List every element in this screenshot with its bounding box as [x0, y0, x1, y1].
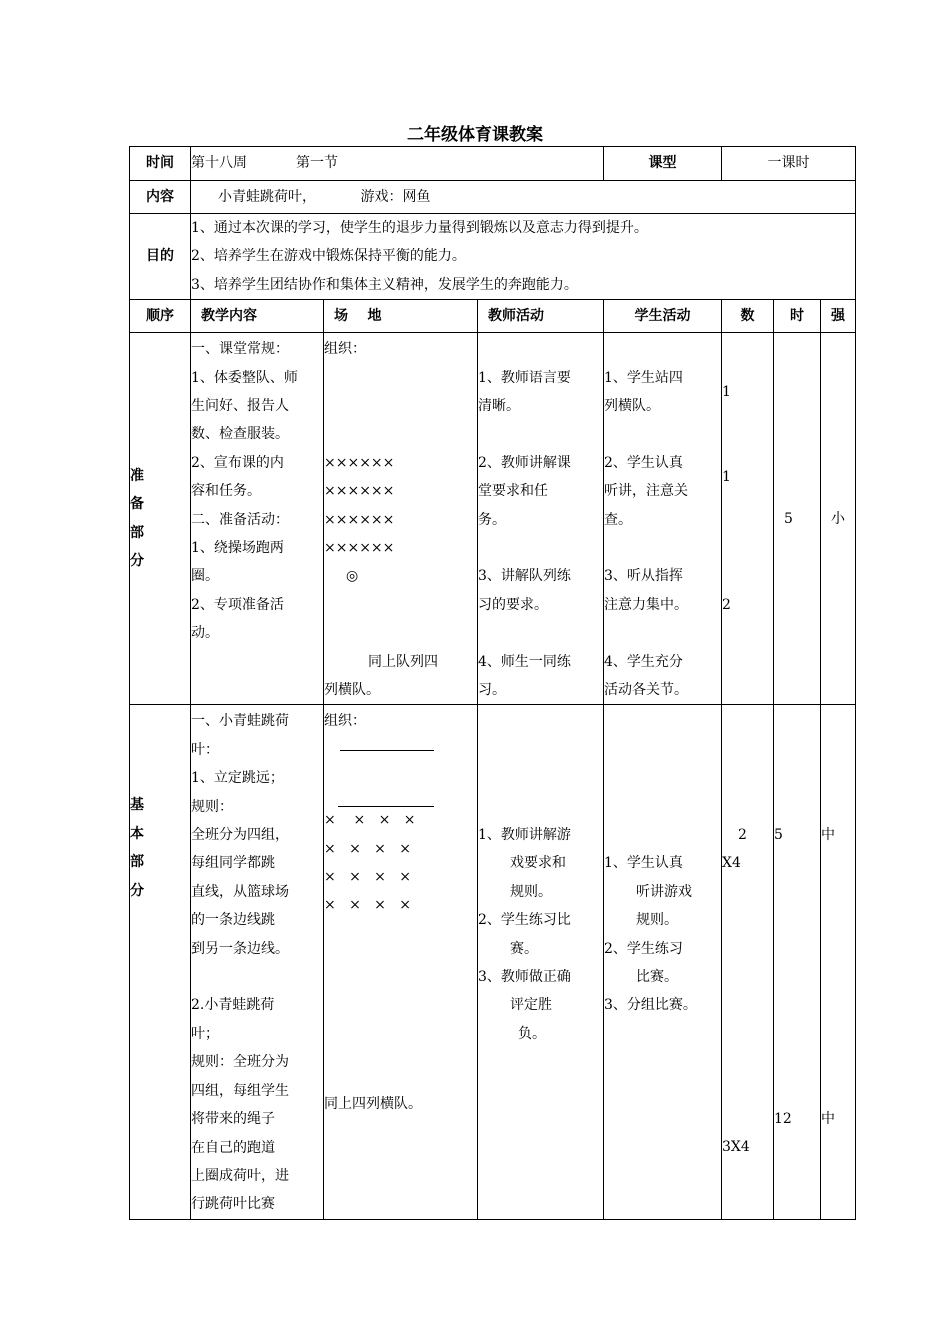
col-header-field: 场 地	[324, 300, 478, 333]
content-line: 1、立定跳远；	[191, 770, 284, 787]
content-line: 二、准备活动：	[191, 511, 289, 528]
student-line: 规则。	[636, 912, 679, 929]
intensity-value: 中	[821, 827, 836, 843]
content-line: 规则：	[191, 798, 233, 815]
goal-row	[130, 214, 856, 300]
formation-row: × × × ×	[324, 897, 411, 914]
teacher-line: 务。	[478, 511, 506, 528]
content-line: 一、课堂常规：	[191, 341, 289, 358]
goal-item: 3、培养学生团结协作和集体主义精神，发展学生的奔跑能力。	[191, 276, 578, 293]
field-note: 同上队列四	[368, 653, 438, 670]
content-line: 叶：	[191, 741, 219, 758]
col-header-student: 学生活动	[604, 300, 722, 333]
basic-label-char: 部	[130, 854, 144, 871]
prep-count	[722, 333, 774, 705]
student-line: 2、学生认真	[604, 454, 683, 471]
basic-student	[604, 705, 722, 1219]
field-org-label: 组织：	[324, 341, 366, 358]
basic-intensity	[821, 705, 856, 1219]
content-line: 动。	[191, 625, 219, 642]
content-line: 容和任务。	[191, 483, 261, 500]
goal-list	[191, 214, 856, 300]
basic-teacher	[478, 705, 604, 1219]
student-line: 列横队。	[604, 398, 661, 415]
content-line: 1、绕操场跑两	[191, 540, 284, 557]
teacher-line: 赛。	[510, 940, 538, 957]
type-value: 一课时	[722, 147, 856, 181]
content-line: 圈。	[191, 568, 219, 585]
content-line: 的一条边线跳	[191, 912, 275, 929]
formation-row: ××××××	[324, 483, 395, 500]
content-row	[130, 181, 856, 214]
prep-intensity: 小	[821, 333, 856, 705]
content-line: 一、小青蛙跳荷	[191, 713, 289, 730]
time-value: 第十八周 第一节	[191, 147, 604, 181]
student-line: 1、学生认真	[604, 855, 683, 872]
lesson-plan-table	[129, 146, 856, 1220]
col-header-teacher: 教师活动	[478, 300, 604, 333]
teacher-line: 习的要求。	[478, 596, 548, 613]
content-line: 在自己的跑道	[191, 1139, 275, 1156]
content-line: 生问好、报告人	[191, 398, 289, 415]
content-line: 上圈成荷叶，进	[191, 1167, 289, 1184]
time-value: 5	[774, 827, 783, 843]
student-line: 3、听从指挥	[604, 568, 683, 585]
goal-item: 1、通过本次课的学习，使学生的退步力量得到锻炼以及意志力得到提升。	[191, 220, 648, 236]
teacher-line: 规则。	[510, 883, 552, 900]
basic-content	[191, 705, 324, 1219]
basic-label-char: 本	[130, 825, 144, 842]
content-value: 小青蛙跳荷叶， 游戏：网鱼	[191, 181, 856, 214]
teacher-line: 2、学生练习比	[478, 912, 571, 929]
col-header-content: 教学内容	[191, 300, 324, 333]
col-header-count: 数	[722, 300, 774, 333]
formation-row: × × × ×	[324, 869, 411, 886]
teacher-line: 负。	[518, 1025, 546, 1042]
teacher-line: 2、教师讲解课	[478, 454, 571, 471]
student-line: 听讲游戏	[636, 883, 693, 900]
student-line: 4、学生充分	[604, 653, 683, 670]
field-note: 同上四列横队。	[324, 1096, 422, 1113]
teacher-line: 4、师生一同练	[478, 653, 571, 670]
content-line: 直线，从篮球场	[191, 883, 289, 900]
goal-label: 目的	[130, 214, 191, 300]
student-line: 活动各关节。	[604, 682, 689, 699]
student-line: 比赛。	[636, 969, 679, 986]
col-header-order: 顺序	[130, 300, 191, 333]
count-value: 2	[738, 827, 747, 843]
goal-item: 2、培养学生在游戏中锻炼保持平衡的能力。	[191, 248, 466, 265]
content-line: 1、体委整队、师	[191, 369, 298, 386]
prep-label-char: 部	[130, 524, 144, 541]
prep-student	[604, 333, 722, 705]
time-label: 时间	[130, 147, 191, 181]
prep-teacher	[478, 333, 604, 705]
formation-row: × × × ×	[324, 812, 416, 829]
start-line	[340, 750, 434, 764]
count-value: 1	[722, 383, 731, 400]
basic-count	[722, 705, 774, 1219]
prep-label-char: 准	[130, 468, 144, 485]
prep-content	[191, 333, 324, 705]
field-org-label: 组织：	[324, 713, 366, 730]
content-line: 到另一条边线。	[191, 940, 289, 957]
student-line: 1、学生站四	[604, 369, 683, 386]
content-line: 2.小青蛙跳荷	[191, 997, 275, 1014]
teacher-line: 1、教师语言要	[478, 369, 571, 386]
teacher-line: 1、教师讲解游	[478, 827, 571, 843]
content-line: 每组同学都跳	[191, 855, 275, 872]
teacher-line: 3、讲解队列练	[478, 568, 571, 585]
content-label: 内容	[130, 181, 191, 214]
student-line: 3、分组比赛。	[604, 997, 697, 1014]
formation-row: × × × ×	[324, 840, 411, 857]
count-value: 3X4	[722, 1139, 750, 1156]
formation-row: ××××××	[324, 540, 395, 557]
basic-label-char: 基	[130, 797, 144, 814]
teacher-line: 清晰。	[478, 398, 520, 415]
student-line: 查。	[604, 511, 633, 528]
field-note: 列横队。	[324, 682, 380, 699]
time-value: 12	[774, 1110, 792, 1127]
prep-time: 5	[774, 333, 821, 705]
count-value: 2	[722, 596, 731, 613]
basic-section-row	[130, 705, 856, 1219]
teacher-line: 评定胜	[510, 997, 552, 1014]
prep-label-char: 备	[130, 496, 144, 513]
teacher-line: 戏要求和	[510, 855, 566, 872]
formation-row: ××××××	[324, 511, 395, 528]
prep-section-row	[130, 333, 856, 705]
basic-field	[324, 705, 478, 1219]
teacher-position-mark: ◎	[346, 568, 359, 585]
prep-label-char: 分	[130, 553, 144, 570]
content-line: 将带来的绳子	[191, 1111, 275, 1128]
content-line: 数、检查服装。	[191, 426, 289, 443]
content-line: 全班分为四组，	[191, 827, 289, 844]
teacher-line: 习。	[478, 682, 506, 699]
time-row	[130, 147, 856, 181]
intensity-value: 中	[821, 1110, 836, 1127]
content-line: 规则：全班分为	[191, 1054, 289, 1071]
content-line: 四组，每组学生	[191, 1082, 289, 1099]
formation-row: ××××××	[324, 454, 395, 471]
count-value: X4	[722, 855, 741, 872]
document-title: 二年级体育课教案	[407, 125, 543, 145]
column-header-row	[130, 300, 856, 333]
col-header-time: 时	[774, 300, 821, 333]
teacher-line: 3、教师做正确	[478, 969, 571, 986]
content-line: 2、宣布课的内	[191, 454, 284, 471]
teacher-line: 堂要求和任	[478, 483, 548, 500]
basic-time	[774, 705, 821, 1219]
prep-field	[324, 333, 478, 705]
col-header-intensity: 强	[821, 300, 856, 333]
content-line: 叶；	[191, 1025, 219, 1042]
content-line: 行跳荷叶比赛	[191, 1196, 275, 1213]
student-line: 听讲，注意关	[604, 483, 689, 500]
content-line: 2、专项准备活	[191, 596, 284, 613]
student-line: 2、学生练习	[604, 940, 683, 957]
basic-label-char: 分	[130, 882, 144, 899]
type-label: 课型	[604, 147, 722, 181]
student-line: 注意力集中。	[604, 596, 689, 613]
count-value: 1	[722, 468, 731, 485]
basic-section-label	[130, 705, 191, 1219]
prep-section-label	[130, 333, 191, 705]
